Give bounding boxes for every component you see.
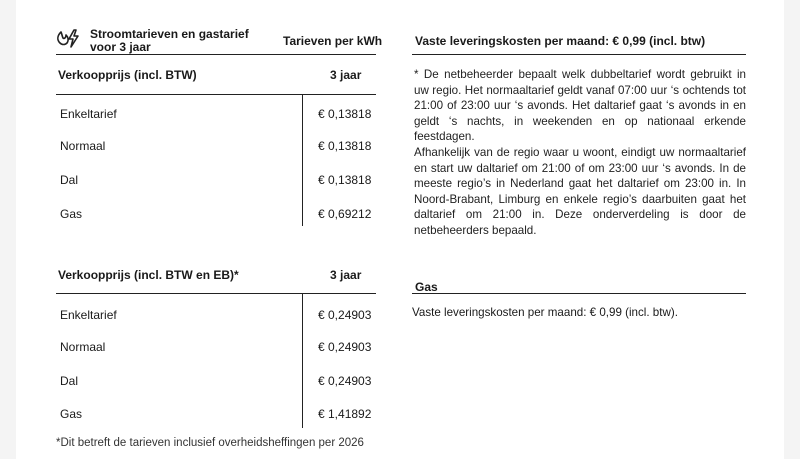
- explanation-paragraph: Afhankelijk van de regio waar u woont, eindigt uw normaaltarief en start uw daltarief om 21:00 of om 23:00 uur ‘s avonds. In de meeste regio’s in Nederland gaat het daltarief om 23:00 in. In Noord-Brabant, Limburg en enkele regio’s daarbuiten gaat het daltarief om 21:00 in. Deze onderverdeling is door de netbeheerders bepaald.: [414, 145, 746, 237]
- section-rule: [56, 293, 376, 294]
- row-value: € 0,24903: [318, 374, 372, 388]
- table-title-line2: voor 3 jaar: [90, 40, 151, 54]
- row-value: € 0,24903: [318, 340, 372, 354]
- row-value: € 1,41892: [318, 407, 372, 421]
- table-title-line1: Stroomtarieven en gastarief: [90, 27, 249, 41]
- rates-column-header: Tarieven per kWh: [283, 34, 383, 48]
- gas-rule: [412, 293, 746, 294]
- row-label: Normaal: [60, 139, 106, 153]
- section-rule: [56, 94, 376, 95]
- header-rule: [56, 54, 376, 55]
- row-label: Gas: [60, 407, 83, 421]
- row-value: € 0,69212: [318, 207, 372, 221]
- row-label: Dal: [60, 173, 79, 187]
- section-label: Verkoopprijs (incl. BTW): [58, 68, 197, 82]
- row-label: Dal: [60, 374, 79, 388]
- gas-fixed-costs: Vaste leveringskosten per maand: € 0,99 (incl. btw).: [412, 306, 678, 319]
- row-label: Normaal: [60, 340, 106, 354]
- section-label: Verkoopprijs (incl. BTW en EB)*: [58, 268, 239, 282]
- row-label: Enkeltarief: [60, 308, 117, 322]
- explanation-paragraph: * De netbeheerder bepaalt welk dubbeltarief wordt gebruikt in uw regio. Het normaaltarief geldt vanaf 07:00 uur ‘s ochtends tot 21:00 of 23:00 uur ‘s avonds. Het daltarief gaat ‘s avonds in en geldt ‘s nachts, in weekenden en op nationaal erkende feestdagen.: [414, 68, 746, 144]
- table-title: [90, 28, 249, 54]
- tariff-sheet: [16, 0, 784, 459]
- row-label: Gas: [60, 207, 83, 221]
- column-divider: [302, 94, 303, 226]
- row-value: € 0,13818: [318, 173, 372, 187]
- row-value: € 0,13818: [318, 107, 372, 121]
- row-label: Enkeltarief: [60, 107, 117, 121]
- fixed-costs-header: Vaste leveringskosten per maand: € 0,99 (incl. btw): [415, 34, 706, 48]
- section-period: 3 jaar: [330, 268, 362, 282]
- row-value: € 0,13818: [318, 139, 372, 153]
- energy-icon: [56, 28, 82, 50]
- row-value: € 0,24903: [318, 308, 372, 322]
- tariff-explanation: [414, 67, 746, 239]
- gas-header: Gas: [415, 280, 438, 294]
- footnote: *Dit betreft de tarieven inclusief overheidsheffingen per 2026: [56, 437, 364, 449]
- column-divider: [302, 293, 303, 428]
- header-rule: [412, 54, 746, 55]
- section-period: 3 jaar: [330, 68, 362, 82]
